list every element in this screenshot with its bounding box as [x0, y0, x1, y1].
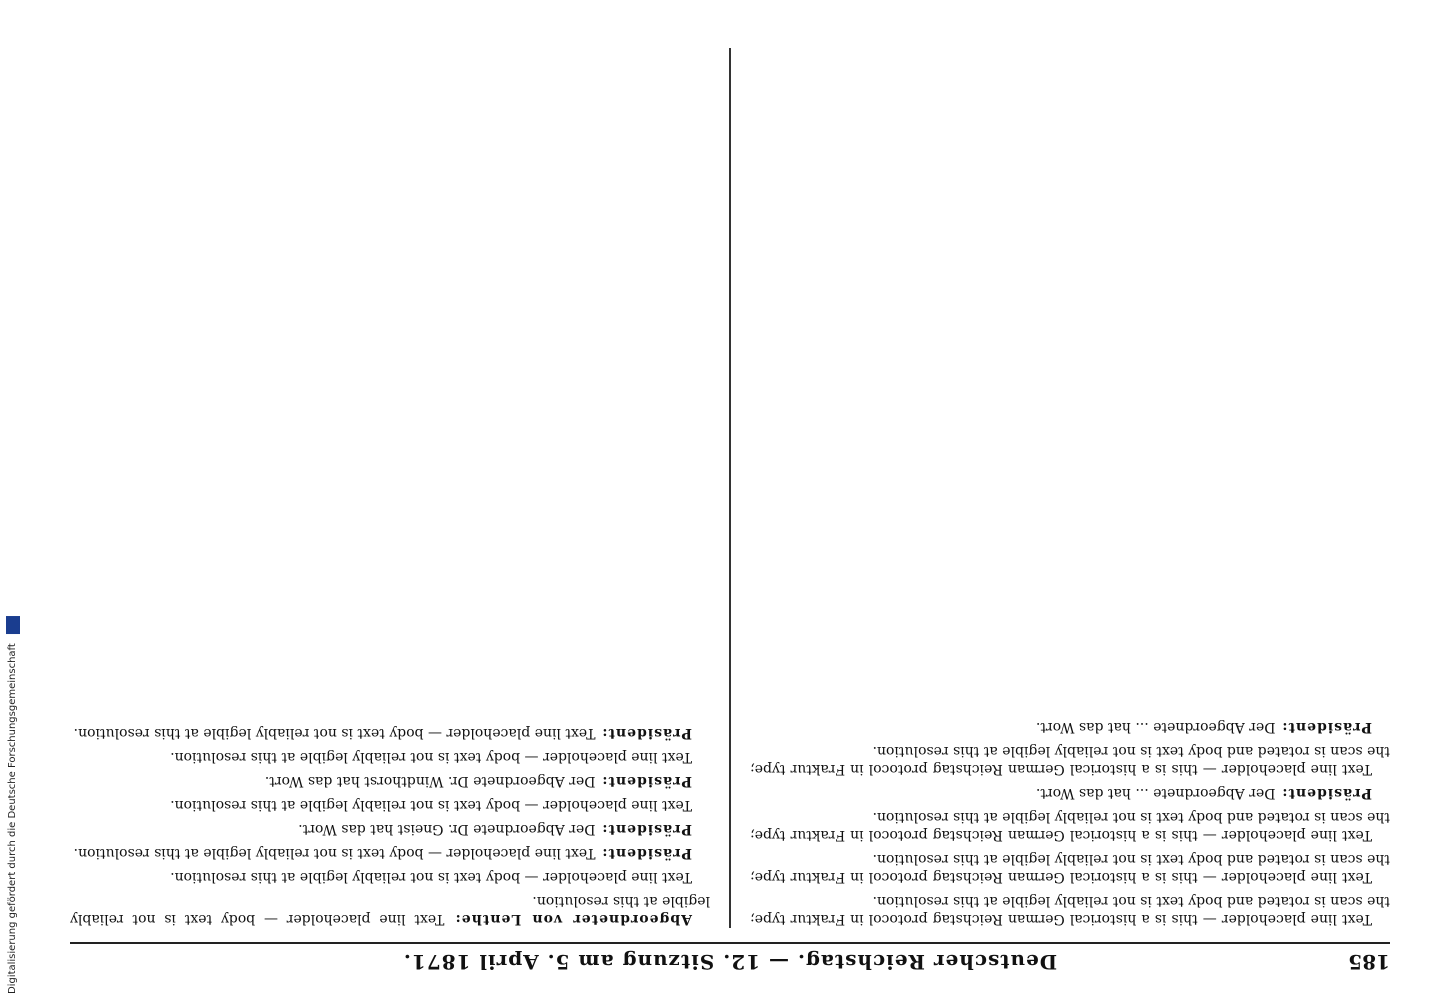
paragraph	[70, 892, 710, 928]
column-divider	[729, 48, 731, 928]
paragraph-text: Text line placeholder — body text is not reliably legible at this resolution.	[73, 725, 596, 741]
paragraph	[750, 742, 1390, 778]
paragraph-text: Der Abgeordnete ... hat das Wort.	[1035, 719, 1276, 735]
paragraph-text: Text line placeholder — this is a historical German Reichstag protocol in Fraktur type; the scan is rotated and body text is not reliably legible at this resolution.	[750, 809, 1390, 843]
digitization-credit	[6, 616, 20, 994]
speaker-label: Präsident:	[595, 725, 692, 741]
text-column-left	[750, 48, 1390, 928]
paragraph	[750, 718, 1390, 736]
dfg-logo-icon	[6, 616, 20, 634]
paragraph-text: Text line placeholder — body text is not reliably legible at this resolution.	[73, 845, 596, 861]
page-number: 185	[1348, 950, 1390, 974]
paragraph-text: Der Abgeordnete ... hat das Wort.	[1035, 785, 1276, 801]
paragraph-text: Text line placeholder — this is a historical German Reichstag protocol in Fraktur type; the scan is rotated and body text is not reliably legible at this resolution.	[750, 851, 1390, 885]
paragraph-text: Text line placeholder — body text is not reliably legible at this resolution.	[170, 797, 692, 813]
paragraph	[750, 784, 1390, 802]
paragraph-text: Der Abgeordnete Dr. Windthorst hat das Wort.	[264, 773, 596, 789]
speaker-label: Präsident:	[1275, 785, 1372, 801]
scanned-page	[70, 30, 1390, 980]
credit-text: Digitalisierung gefördert durch die Deutsche Forschungsgemeinschaft	[7, 643, 18, 994]
paragraph	[70, 868, 710, 886]
paragraph	[70, 844, 710, 862]
paragraph	[70, 796, 710, 814]
paragraph	[70, 724, 710, 742]
speaker-label: Präsident:	[1275, 719, 1372, 735]
paragraph	[750, 892, 1390, 928]
paragraph	[750, 808, 1390, 844]
speaker-label: Abgeordneter von Lenthe:	[444, 911, 692, 927]
paragraph-text: Text line placeholder — body text is not reliably legible at this resolution.	[170, 749, 692, 765]
paragraph-text: Text line placeholder — body text is not reliably legible at this resolution.	[170, 869, 692, 885]
text-column-right	[70, 48, 710, 928]
paragraph	[70, 772, 710, 790]
paragraph	[70, 748, 710, 766]
page-title: Deutscher Reichstag. — 12. Sitzung am 5. April 1871.	[402, 950, 1058, 974]
page-header	[70, 942, 1390, 980]
paragraph	[70, 820, 710, 838]
speaker-label: Präsident:	[595, 773, 692, 789]
paragraph-text: Text line placeholder — this is a historical German Reichstag protocol in Fraktur type; the scan is rotated and body text is not reliably legible at this resolution.	[750, 743, 1390, 777]
paragraph-text: Text line placeholder — this is a historical German Reichstag protocol in Fraktur type; the scan is rotated and body text is not reliably legible at this resolution.	[750, 893, 1390, 927]
speaker-label: Präsident:	[595, 821, 692, 837]
paragraph-text: Text line placeholder — body text is not reliably legible at this resolution.	[70, 893, 710, 927]
paragraph	[750, 850, 1390, 886]
paragraph-text: Der Abgeordnete Dr. Gneist hat das Wort.	[298, 821, 596, 837]
speaker-label: Präsident:	[595, 845, 692, 861]
